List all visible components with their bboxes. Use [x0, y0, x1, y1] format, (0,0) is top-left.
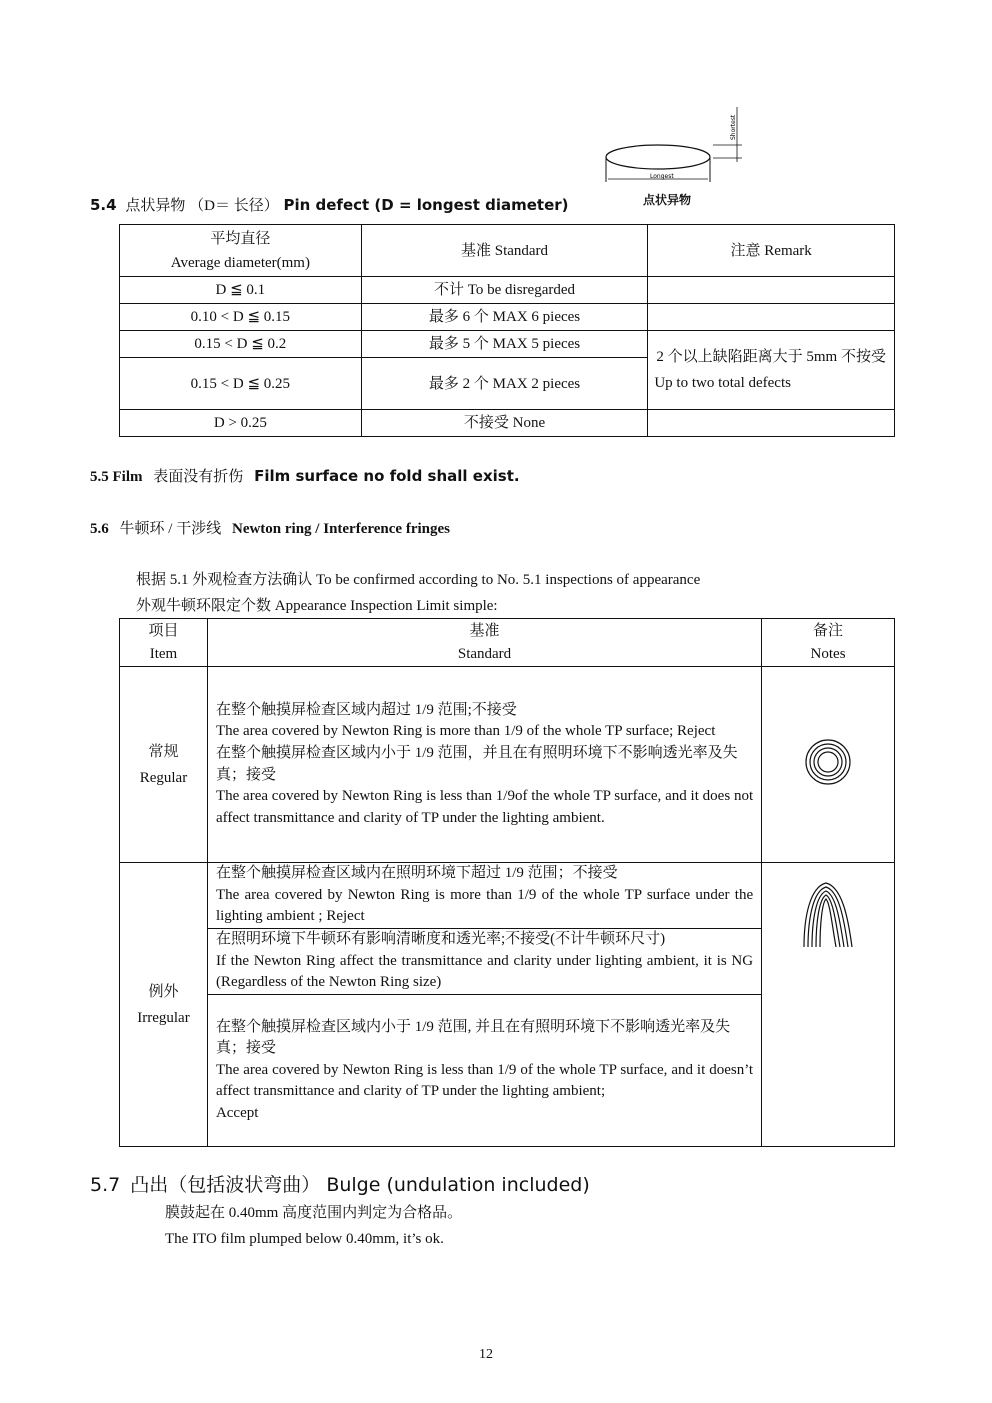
remark-cell: [648, 410, 895, 437]
standard-line: 在整个触摸屏检查区域内小于 1/9 范围, 并且在有照明环境下不影响透光率及失: [215, 1018, 731, 1035]
standard-line: The area covered by Newton Ring is less than 1/9of the whole TP surface, and it does not affect transmittance and clarity of TP under the lighting ambient.: [215, 788, 754, 826]
item-en: Regular: [139, 769, 188, 786]
irregular-standard-2: [207, 929, 761, 995]
header-en: Average diameter(mm): [170, 254, 310, 271]
heading-en: Pin defect (D = longest diameter): [283, 196, 569, 214]
header-en: Notes: [810, 645, 846, 662]
header-item: [120, 619, 208, 667]
shortest-label: Shortest: [730, 114, 737, 140]
diagram-caption: 点状异物: [643, 193, 692, 207]
header-cn: 备注: [813, 622, 844, 639]
item-cn: 例外: [148, 983, 179, 1000]
section-number: 5.7: [90, 1174, 121, 1196]
diameter-cell: D > 0.25: [120, 410, 362, 437]
header-cn: 项目: [148, 622, 179, 639]
remark-cell: [648, 304, 895, 331]
diameter-cell: 0.10 < D ≦ 0.15: [120, 304, 362, 331]
irregular-standard-1: [207, 863, 761, 929]
standard-line: 在整个触摸屏检查区域内在照明环境下超过 1/9 范围；不接受: [215, 865, 618, 882]
item-en: Irregular: [137, 1009, 190, 1026]
table-row: [120, 277, 895, 304]
header-average-diameter: [120, 225, 362, 277]
diameter-cell: 0.15 < D ≦ 0.25: [120, 358, 362, 410]
header-remark: 注意 Remark: [648, 225, 895, 277]
section-5-6-heading: [90, 518, 450, 539]
section-number: 5.5 Film: [90, 469, 143, 485]
table-row: [120, 331, 895, 358]
standard-line: 在整个触摸屏检查区域内超过 1/9 范围;不接受: [215, 701, 517, 718]
remark-merged-cell: [648, 331, 895, 410]
item-regular: [120, 667, 208, 863]
heading-en: Newton ring / Interference fringes: [231, 521, 450, 537]
standard-cell: 不接受 None: [361, 410, 648, 437]
standard-line: 在照明环境下牛顿环有影响清晰度和透光率;不接受(不计牛顿环尺寸): [215, 931, 666, 948]
standard-line: The area covered by Newton Ring is less than 1/9 of the whole TP surface, and it doesn’t affect transmittance and clarity of TP under the lighting ambient;: [215, 1061, 754, 1100]
bulge-line-cn: 膜鼓起在 0.40mm 高度范围内判定为合格品。: [165, 1205, 463, 1221]
header-cn: 平均直径: [210, 230, 271, 247]
standard-line: Accept: [215, 1104, 259, 1121]
standard-line: If the Newton Ring affect the transmittance and clarity under lighting ambient, it is NG (Regardless of the Newton Ring size): [215, 952, 754, 991]
page-number: 12: [479, 1347, 493, 1362]
header-notes: [762, 619, 895, 667]
heading-cn: 凸出（包括波状弯曲）: [130, 1175, 321, 1196]
table-row: [120, 410, 895, 437]
section-5-4-heading: [90, 195, 569, 216]
regular-row: [120, 667, 895, 863]
heading-en: Film surface no fold shall exist.: [254, 467, 520, 485]
diameter-cell: 0.15 < D ≦ 0.2: [120, 331, 362, 358]
section-5-5-heading: [90, 466, 520, 487]
notes-regular: [762, 667, 895, 863]
regular-standard: [207, 667, 761, 863]
table-header-row: [120, 225, 895, 277]
longest-label: Longest: [650, 173, 674, 180]
standard-line: 真；接受: [215, 766, 276, 783]
section-5-7-heading: [90, 1172, 590, 1199]
arch-fringes-icon: [796, 877, 860, 951]
bulge-line-en: The ITO film plumped below 0.40mm, it’s ok.: [165, 1231, 444, 1247]
table-header-row: [120, 619, 895, 667]
header-standard: 基准 Standard: [361, 225, 648, 277]
header-standard: [207, 619, 761, 667]
standard-line: 真；接受: [215, 1040, 276, 1057]
standard-cell: 最多 2 个 MAX 2 pieces: [361, 358, 648, 410]
item-cn: 常规: [148, 743, 179, 760]
heading-cn: 点状异物 （D＝ 长径）: [125, 198, 279, 214]
header-en: Standard: [457, 645, 512, 662]
irregular-row: [120, 863, 895, 929]
newton-ring-table: [119, 618, 895, 1147]
pin-defect-table: [119, 224, 895, 437]
notes-irregular: [762, 863, 895, 1147]
remark-cn: 2 个以上缺陷距离大于 5mm 不按受: [656, 349, 886, 365]
irregular-standard-3: [207, 995, 761, 1147]
standard-line: The area covered by Newton Ring is more than 1/9 of the whole TP surface; Reject: [215, 723, 716, 740]
standard-line: 在整个触摸屏检查区域内小于 1/9 范围，并且在有照明环境下不影响透光率及失: [215, 744, 738, 761]
standard-cell: 不计 To be disregarded: [361, 277, 648, 304]
heading-cn: 牛顿环 / 干涉线: [119, 521, 222, 537]
remark-cell: [648, 277, 895, 304]
header-cn: 基准: [469, 622, 500, 639]
heading-en: Bulge (undulation included): [326, 1174, 590, 1196]
newton-intro-line-2: 外观牛顿环限定个数 Appearance Inspection Limit simple:: [136, 598, 498, 614]
section-number: 5.4: [90, 196, 117, 214]
standard-line: The area covered by Newton Ring is more than 1/9 of the whole TP surface under the lighting ambient ; Reject: [215, 886, 754, 925]
heading-cn: 表面没有折伤: [153, 469, 244, 485]
standard-cell: 最多 5 个 MAX 5 pieces: [361, 331, 648, 358]
header-en: Item: [149, 645, 178, 662]
standard-cell: 最多 6 个 MAX 6 pieces: [361, 304, 648, 331]
section-number: 5.6: [90, 521, 109, 537]
concentric-rings-icon: [803, 737, 853, 787]
newton-intro-line-1: 根据 5.1 外观检查方法确认 To be confirmed according to No. 5.1 inspections of appearance: [136, 572, 701, 588]
remark-en: Up to two total defects: [654, 375, 791, 391]
table-row: [120, 304, 895, 331]
diameter-cell: D ≦ 0.1: [120, 277, 362, 304]
item-irregular: [120, 863, 208, 1147]
